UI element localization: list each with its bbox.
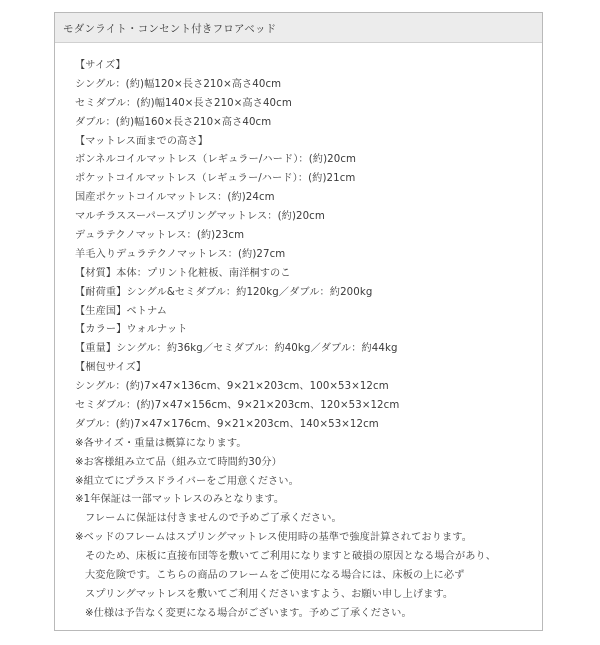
spec-line: 大変危険です。こちらの商品のフレームをご使用になる場合には、床板の上に必ず: [85, 570, 465, 582]
spec-line: ※組立てにプラスドライバーをご用意ください。: [75, 475, 299, 487]
spec-line: スプリングマットレスを敷いてご利用くださいますよう、お願い申し上げます。: [85, 588, 454, 600]
spec-line: フレームに保証は付きませんので予めご了承ください。: [85, 513, 342, 525]
spec-line: デュラテクノマットレス：(約)23cm: [75, 230, 245, 242]
spec-line: ※お客様組み立て品（組み立て時間約30分）: [75, 456, 282, 468]
spec-line: ※1年保証は一部マットレスのみとなります。: [75, 494, 285, 506]
spec-line: 【カラー】ウォルナット: [75, 324, 188, 336]
spec-line: 国産ポケットコイルマットレス：(約)24cm: [75, 192, 275, 204]
spec-line: ポケットコイルマットレス（レギュラー/ハード）：(約)21cm: [75, 173, 356, 185]
spec-line: 【重量】シングル：約36kg／セミダブル：約40kg／ダブル：約44kg: [75, 343, 398, 355]
spec-line: ※仕様は予告なく変更になる場合がございます。予めご了承ください。: [85, 607, 412, 619]
spec-list: [75, 57, 537, 624]
spec-line: ※ベッドのフレームはスプリングマットレス使用時の基準で強度計算されております。: [75, 532, 473, 544]
spec-line: セミダブル：(約)幅140×長さ210×高さ40cm: [75, 97, 292, 109]
spec-line: 【サイズ】: [75, 60, 126, 71]
spec-line: 【材質】本体：プリント化粧板、南洋桐すのこ: [75, 267, 291, 279]
spec-line: 【梱包サイズ】: [75, 362, 147, 374]
spec-line: 【耐荷重】シングル&セミダブル：約120kg／ダブル：約200kg: [75, 286, 373, 298]
spec-line: マルチラススーパースプリングマットレス：(約)20cm: [75, 211, 325, 223]
spec-header: [55, 13, 542, 43]
page-title: モダンライト・コンセント付きフロアベッド: [63, 23, 277, 35]
spec-line: シングル：(約)幅120×長さ210×高さ40cm: [75, 78, 282, 90]
spec-line: そのため、床板に直接布団等を敷いてご利用になりますと破損の原因となる場合があり、: [85, 551, 497, 563]
spec-line: 羊毛入りデュラテクノマットレス：(約)27cm: [75, 248, 286, 260]
spec-line: ※各サイズ・重量は概算になります。: [75, 437, 247, 449]
spec-line: 【生産国】ベトナム: [75, 305, 168, 317]
spec-panel: [54, 12, 543, 631]
spec-line: シングル：(約)7×47×136cm、9×21×203cm、100×53×12cm: [75, 381, 389, 393]
spec-line: ダブル：(約)幅160×長さ210×高さ40cm: [75, 116, 272, 128]
spec-line: セミダブル：(約)7×47×156cm、9×21×203cm、120×53×12cm: [75, 400, 400, 412]
spec-line: ダブル：(約)7×47×176cm、9×21×203cm、140×53×12cm: [75, 418, 379, 430]
spec-line: 【マットレス面までの高さ】: [75, 135, 209, 147]
spec-line: ボンネルコイルマットレス（レギュラー/ハード）：(約)20cm: [75, 154, 357, 166]
